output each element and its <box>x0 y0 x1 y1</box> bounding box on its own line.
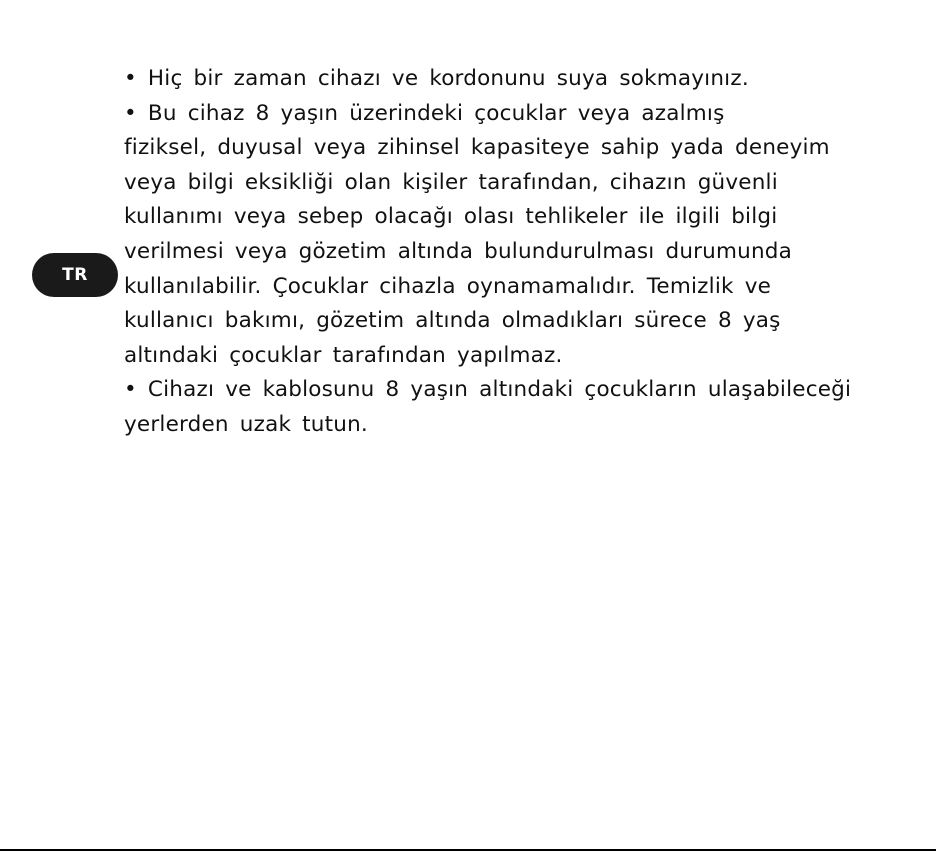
text-line: kullanımı veya sebep olacağı olası tehlikeler ile ilgili bilgi <box>124 204 778 230</box>
text-line: • Cihazı ve kablosunu 8 yaşın altındaki çocukların ulaşabileceği <box>124 377 852 403</box>
text-line: kullanıcı bakımı, gözetim altında olmadıkları sürece 8 yaş <box>124 308 781 334</box>
safety-instructions <box>124 62 914 443</box>
language-badge: TR <box>32 253 118 297</box>
text-line: fiziksel, duyusal veya zihinsel kapasiteye sahip yada deneyim <box>124 135 830 161</box>
text-line: veya bilgi eksikliği olan kişiler tarafından, cihazın güvenli <box>124 169 778 195</box>
text-line: kullanılabilir. Çocuklar cihazla oynamamalıdır. Temizlik ve <box>124 273 772 299</box>
text-line: verilmesi veya gözetim altında bulundurulması durumunda <box>124 238 793 264</box>
text-line: • Bu cihaz 8 yaşın üzerindeki çocuklar veya azalmış <box>124 100 725 126</box>
text-line: altındaki çocuklar tarafından yapılmaz. <box>124 342 563 368</box>
text-line: yerlerden uzak tutun. <box>124 411 368 437</box>
text-line: • Hiç bir zaman cihazı ve kordonunu suya sokmayınız. <box>124 66 749 91</box>
